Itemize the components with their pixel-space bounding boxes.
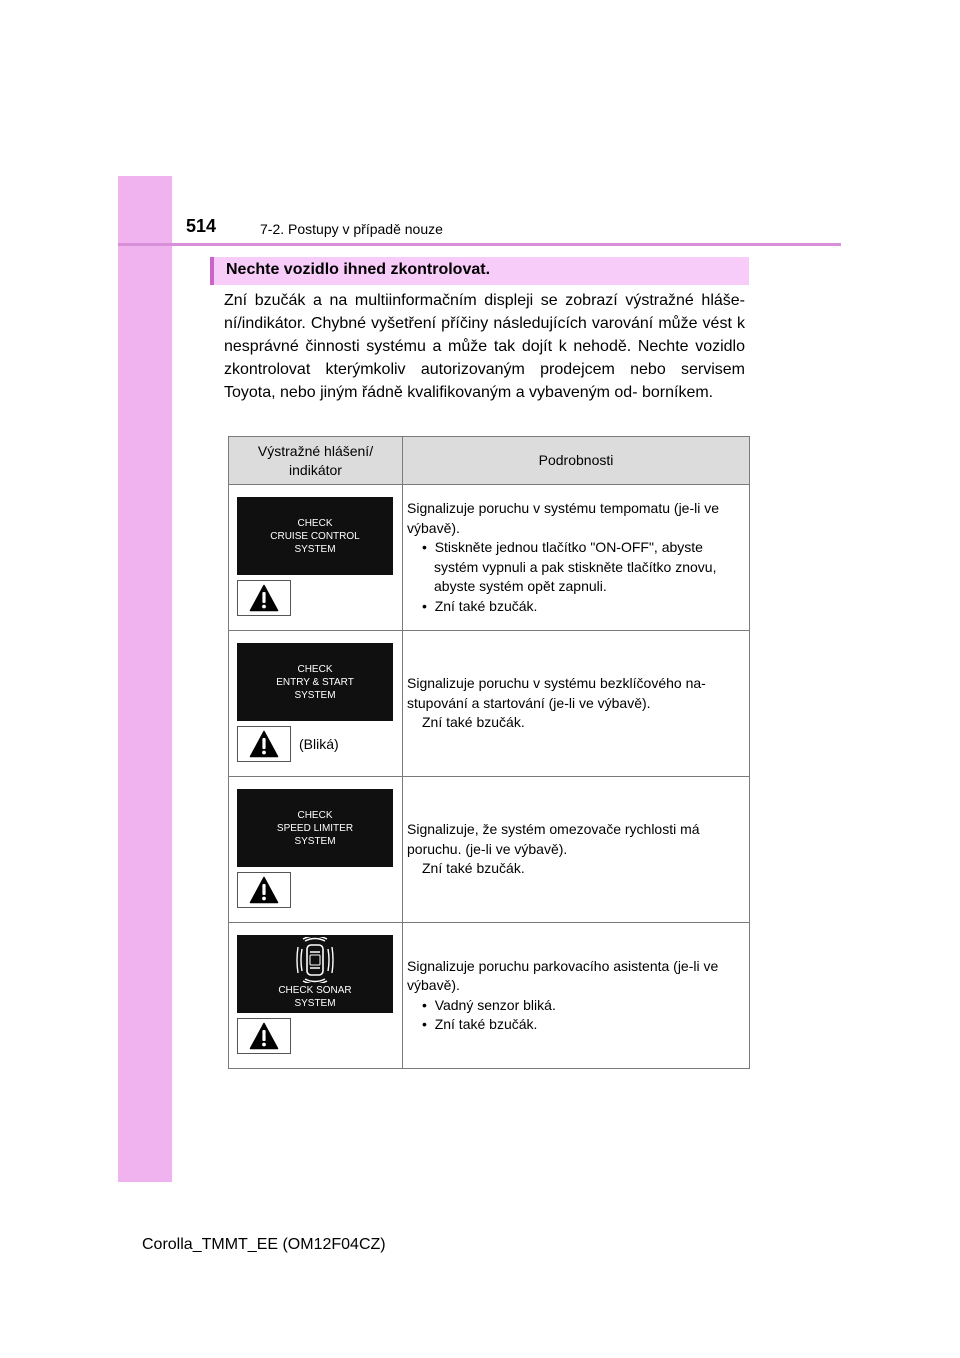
display-line: SYSTEM — [294, 998, 336, 1009]
warning-triangle-icon — [237, 726, 291, 762]
details-cell — [403, 631, 750, 777]
detail-text: Signalizuje poruchu v systému bezklíčového na- stupování a startování (je-li ve výbavě). — [407, 675, 706, 711]
display-line: CHECK — [297, 517, 333, 529]
warning-display — [237, 643, 393, 721]
table-header-row — [229, 437, 750, 485]
table-row — [229, 485, 750, 631]
column-header-indicator: Výstražné hlášení/ indikátor — [229, 437, 403, 485]
details-cell — [403, 485, 750, 631]
warning-table — [228, 436, 750, 1069]
footer-model-code: Corolla_TMMT_EE (OM12F04CZ) — [142, 1236, 386, 1253]
display-line: SPEED LIMITER — [276, 822, 354, 834]
detail-continuation: Zní také bzučák. — [422, 860, 525, 877]
blink-note: (Bliká) — [299, 736, 339, 752]
page-number: 514 — [186, 216, 217, 236]
detail-continuation: Zní také bzučák. — [422, 714, 525, 731]
bullet-item: • Zní také bzučák. — [422, 597, 538, 614]
section-title: Nechte vozidlo ihned zkontrolovat. — [226, 261, 491, 278]
header-rule — [118, 243, 841, 246]
indicator-cell — [229, 485, 403, 631]
indicator-cell — [229, 923, 403, 1069]
table-row — [229, 631, 750, 777]
display-line: CHECK — [297, 663, 333, 675]
warning-triangle-icon — [237, 1018, 291, 1054]
side-band — [118, 176, 172, 1182]
warning-triangle-icon — [237, 580, 291, 616]
warning-triangle-icon — [237, 872, 291, 908]
table-row — [229, 923, 750, 1069]
parking-sonar-icon — [293, 937, 337, 983]
display-line: SYSTEM — [294, 835, 336, 847]
details-cell — [403, 923, 750, 1069]
display-line: SYSTEM — [294, 543, 336, 555]
warning-display — [237, 789, 393, 867]
warning-display — [237, 935, 393, 1013]
indicator-cell — [229, 631, 403, 777]
details-cell — [403, 777, 750, 923]
intro-paragraph: Zní bzučák a na multiinformačním displeji se zobrazí výstražné hláše- ní/indikátor. Chybné vyšetření příčiny následujících varování může vést k nesprávné činnosti systému a může tak dojít k nehodě. Nechte vozidlo zkontrolovat kterýmkoliv autorizovaným prodejcem nebo servisem Toyota, nebo jiným řádně kvalifikovaným a vybaveným od- borníkem. — [224, 292, 745, 401]
bullet-item: • Vadný senzor bliká. — [422, 996, 556, 1013]
detail-text: Signalizuje, že systém omezovače rychlosti má poruchu. (je-li ve výbavě). — [407, 821, 700, 857]
bullet-item: • Zní také bzučák. — [422, 1016, 538, 1032]
display-line: ENTRY & START — [276, 676, 354, 688]
chapter-title: 7-2. Postupy v případě nouze — [260, 221, 443, 237]
table-row — [229, 777, 750, 923]
detail-text: Signalizuje poruchu v systému tempomatu (je-li ve výbavě). — [407, 500, 720, 536]
display-line: CRUISE CONTROL — [270, 530, 360, 542]
column-header-details: Podrobnosti — [403, 437, 750, 485]
warning-display — [237, 497, 393, 575]
display-line: CHECK — [297, 809, 333, 821]
section-heading-box — [210, 257, 749, 285]
display-line: SYSTEM — [294, 689, 336, 701]
indicator-cell — [229, 777, 403, 923]
display-line: CHECK SONAR — [278, 985, 352, 996]
bullet-item: • Stiskněte jednou tlačítko "ON-OFF", abyste systém vypnuli a pak stiskněte tlačítko znovu, abyste systém opět zapnuli. — [422, 539, 717, 594]
detail-text: Signalizuje poruchu parkovacího asistenta (je-li ve výbavě). — [407, 957, 719, 993]
